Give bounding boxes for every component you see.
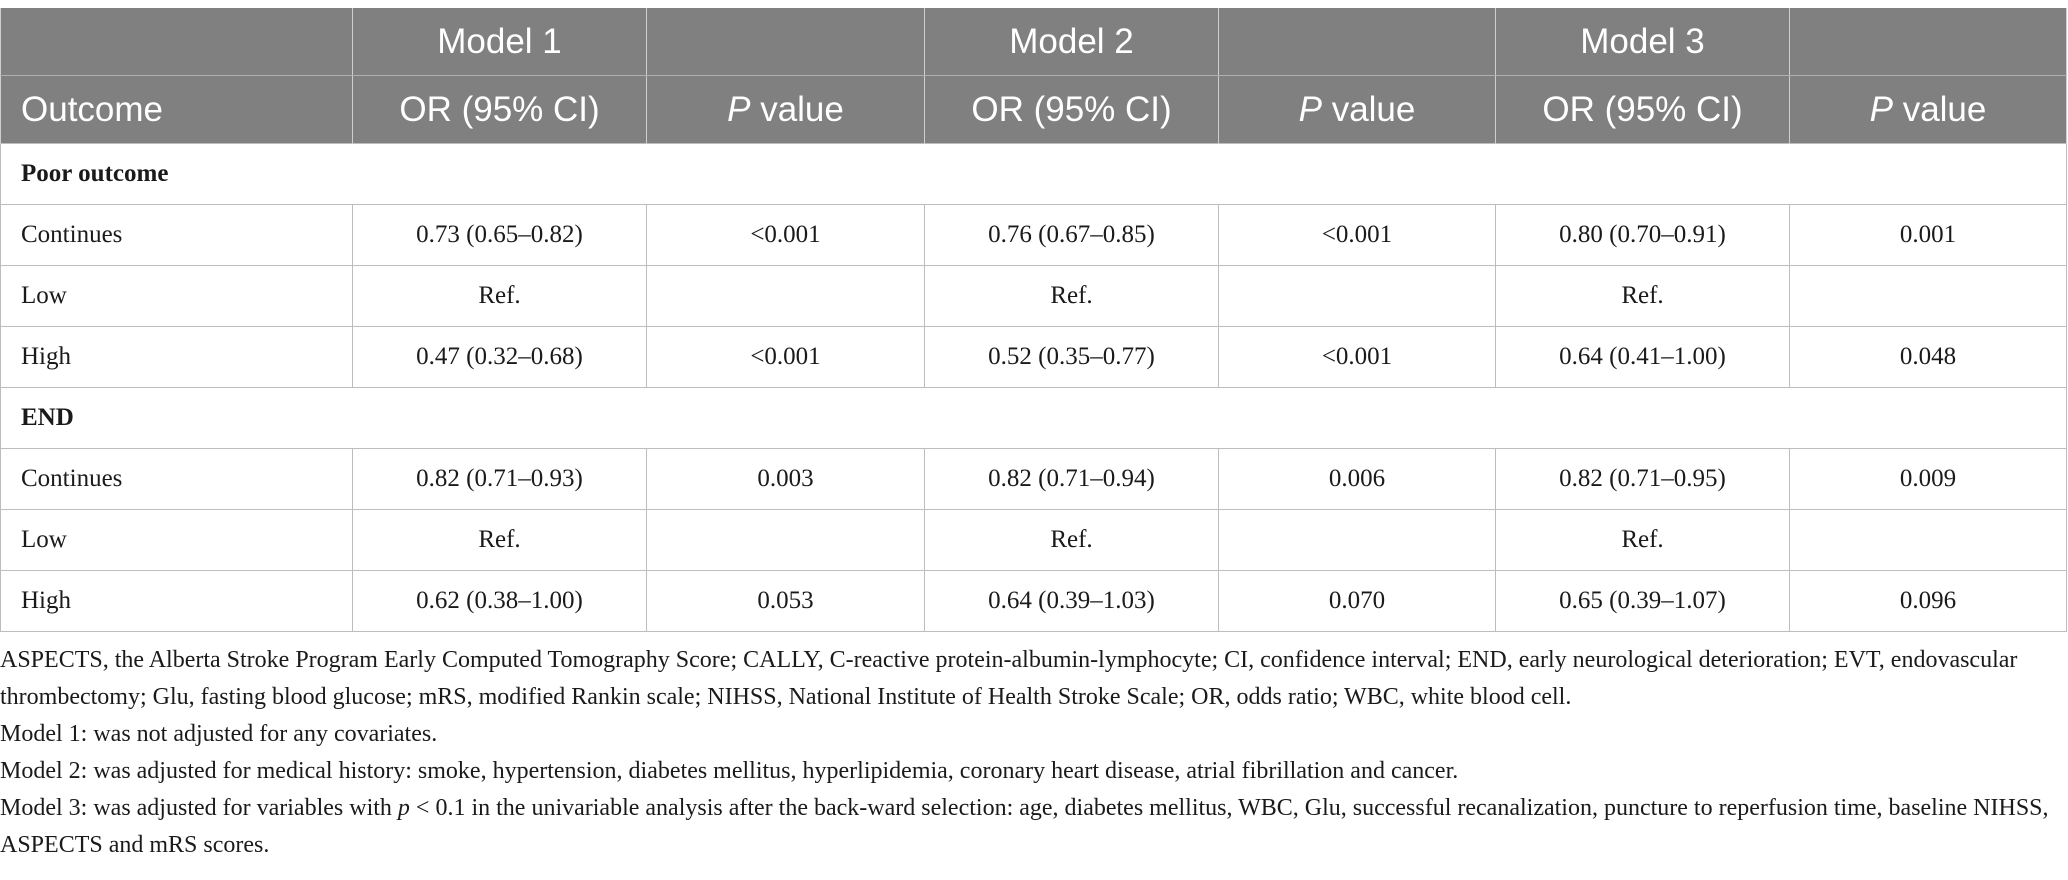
p-value-cell: 0.096 [1790,571,2067,632]
or-ci-cell: 0.62 (0.38–1.00) [353,571,647,632]
header-p-value-model-2 [1219,76,1496,144]
row-label: Continues [1,449,353,510]
or-ci-cell: 0.64 (0.39–1.03) [925,571,1219,632]
or-ci-cell: 0.64 (0.41–1.00) [1496,327,1790,388]
header-cell [1,8,353,76]
table-row [1,449,2067,510]
p-value-suffix: value [1892,89,1987,129]
section-label: Poor outcome [1,144,2067,205]
table-row [1,510,2067,571]
or-ci-cell: Ref. [353,266,647,327]
table-row [1,266,2067,327]
or-ci-cell: 0.73 (0.65–0.82) [353,205,647,266]
footnote-model-2: Model 2: was adjusted for medical history: smoke, hypertension, diabetes mellitus, hyperlipidemia, coronary heart disease, atrial fibrillation and cancer. [0,758,1459,784]
row-label: Low [1,510,353,571]
or-ci-cell: 0.82 (0.71–0.95) [1496,449,1790,510]
or-ci-cell: Ref. [925,510,1219,571]
p-value-cell [647,266,925,327]
p-value-cell: <0.001 [647,327,925,388]
or-ci-cell: 0.52 (0.35–0.77) [925,327,1219,388]
p-value-cell: 0.009 [1790,449,2067,510]
header-model-2: Model 2 [925,8,1219,76]
table-footnotes [0,642,2068,864]
footnote-abbreviations: ASPECTS, the Alberta Stroke Program Early Computed Tomography Score; CALLY, C-reactive protein-albumin-lymphocyte; CI, confidence interval; END, early neurological deterioration; EVT, endovascular thrombectomy; Glu, fasting blood glucose; mRS, modified Rankin scale; NIHSS, National Institute of Health Stroke Scale; OR, odds ratio; WBC, white blood cell. [0,647,2018,710]
footnote-model-1: Model 1: was not adjusted for any covariates. [0,721,438,747]
header-row-models [1,8,2067,76]
p-symbol: P [1298,89,1322,129]
p-value-cell: 0.006 [1219,449,1496,510]
p-value-cell [1790,510,2067,571]
footnote-model-3-prefix: Model 3: was adjusted for variables with [0,795,398,821]
or-ci-cell: Ref. [1496,266,1790,327]
p-value-cell: 0.003 [647,449,925,510]
header-row-columns [1,76,2067,144]
or-ci-cell: 0.82 (0.71–0.93) [353,449,647,510]
header-cell [647,8,925,76]
table-body [1,144,2067,632]
p-value-cell: 0.053 [647,571,925,632]
footnote-model-3 [0,790,2068,864]
header-or-ci-model-2: OR (95% CI) [925,76,1219,144]
p-value-cell: 0.070 [1219,571,1496,632]
p-symbol: P [727,89,751,129]
p-value-suffix: value [750,89,844,129]
p-value-suffix: value [1321,89,1416,129]
or-ci-cell: 0.80 (0.70–0.91) [1496,205,1790,266]
table-row [1,205,2067,266]
or-ci-cell: 0.47 (0.32–0.68) [353,327,647,388]
table-row [1,571,2067,632]
p-value-cell: <0.001 [1219,327,1496,388]
p-value-cell [1219,510,1496,571]
table-row [1,327,2067,388]
p-value-cell: <0.001 [647,205,925,266]
p-value-cell [1790,266,2067,327]
table-header [1,8,2067,144]
header-cell [1790,8,2067,76]
odds-ratio-table [0,8,2067,632]
header-model-1: Model 1 [353,8,647,76]
or-ci-cell: Ref. [925,266,1219,327]
row-label: High [1,327,353,388]
or-ci-cell: 0.65 (0.39–1.07) [1496,571,1790,632]
or-ci-cell: 0.76 (0.67–0.85) [925,205,1219,266]
header-or-ci-model-1: OR (95% CI) [353,76,647,144]
p-symbol: P [1869,89,1893,129]
or-ci-cell: Ref. [353,510,647,571]
p-value-cell: 0.001 [1790,205,2067,266]
section-row [1,388,2067,449]
p-value-cell: <0.001 [1219,205,1496,266]
footnote-p-symbol: p [397,795,410,821]
header-outcome: Outcome [1,76,353,144]
section-label: END [1,388,2067,449]
or-ci-cell: Ref. [1496,510,1790,571]
p-value-cell [647,510,925,571]
footnote-model-3-suffix: < 0.1 in the univariable analysis after the back-ward selection: age, diabetes mellitus, WBC, Glu, successful recanalization, puncture to reperfusion time, baseline NIHSS, ASPECTS and mRS scores. [0,795,2049,858]
header-or-ci-model-3: OR (95% CI) [1496,76,1790,144]
p-value-cell: 0.048 [1790,327,2067,388]
header-model-3: Model 3 [1496,8,1790,76]
row-label: High [1,571,353,632]
row-label: Low [1,266,353,327]
header-cell [1219,8,1496,76]
section-row [1,144,2067,205]
header-p-value-model-1 [647,76,925,144]
p-value-cell [1219,266,1496,327]
row-label: Continues [1,205,353,266]
or-ci-cell: 0.82 (0.71–0.94) [925,449,1219,510]
header-p-value-model-3 [1790,76,2067,144]
